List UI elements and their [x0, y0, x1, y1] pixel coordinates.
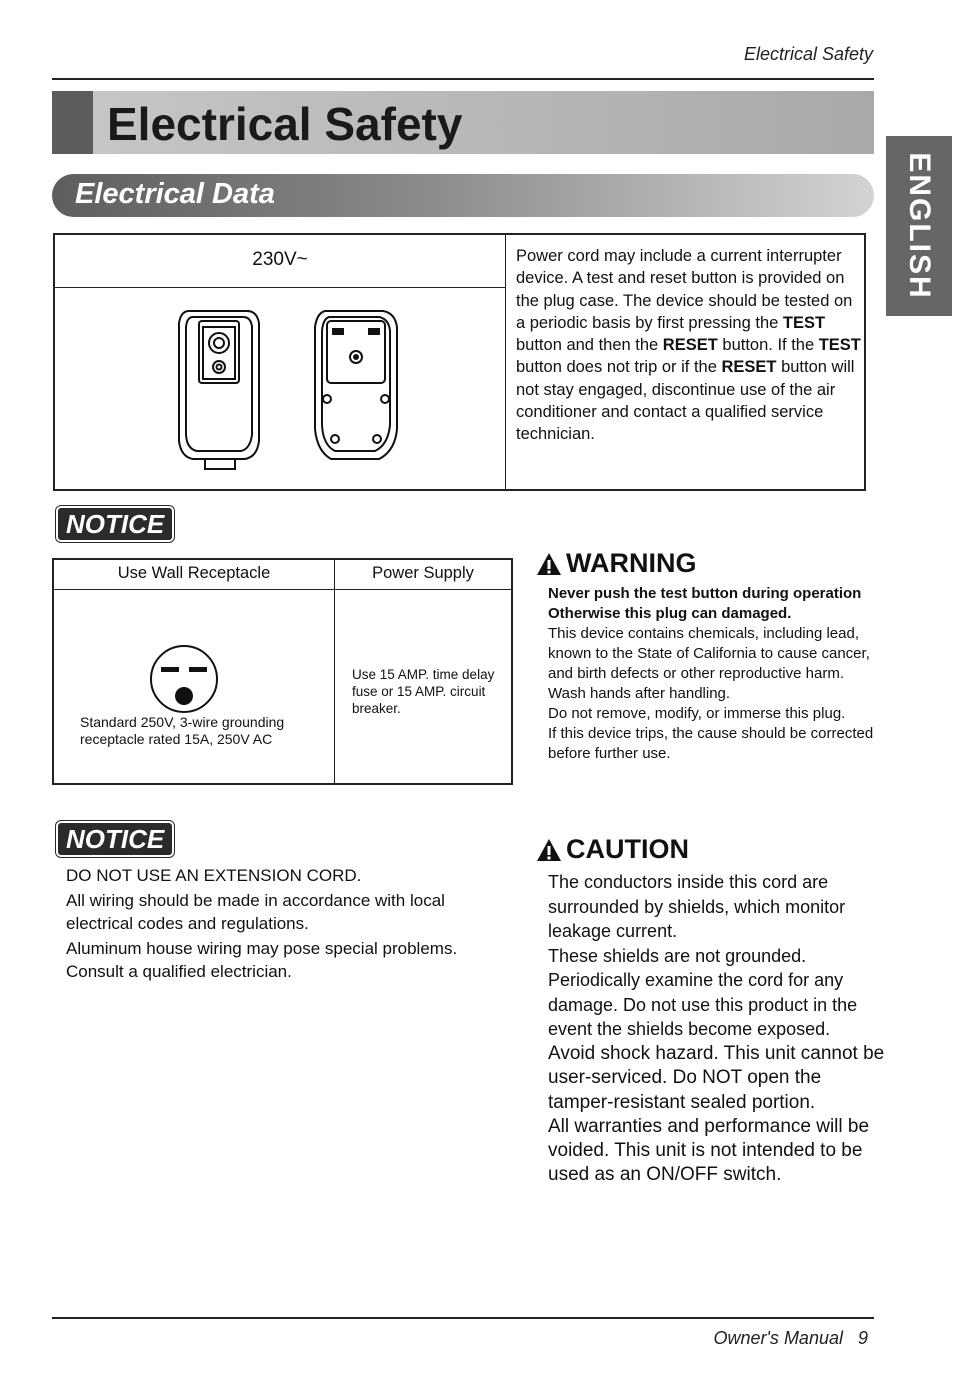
top-rule [52, 78, 874, 80]
reset-keyword: RESET [662, 336, 718, 355]
warning-line: If this device trips, the cause should be corrected before further use. [548, 725, 874, 762]
desc-text: button will not stay engaged, discontinue use of the air conditioner and contact a qualified service technician. [516, 358, 855, 444]
running-header: Electrical Safety [743, 44, 873, 64]
page-title: Electrical Safety [107, 98, 463, 150]
desc-text: button. If the [717, 336, 819, 355]
desc-text: button and then the [516, 336, 663, 355]
caution-line: Avoid shock hazard. This unit cannot be user-serviced. Do NOT open the tamper-resistant sealed portion. [548, 1043, 885, 1113]
caution-triangle-icon [536, 838, 562, 862]
desc-text: button does not trip or if the [516, 358, 722, 377]
table-divider [505, 235, 506, 491]
caution-line: These shields are not grounded. Periodically examine the cord for any damage. Do not use this product in the event the shields become exposed. [548, 945, 858, 1039]
caution-line: The conductors inside this cord are surrounded by shields, which monitor leakage current. [548, 872, 846, 941]
reset-keyword: RESET [721, 358, 777, 377]
electrical-data-table [53, 233, 866, 491]
section-bar [52, 174, 874, 217]
caution-text [548, 1042, 888, 1188]
notice-line: Aluminum house wiring may pose special problems. Consult a qualified electrician. [66, 939, 458, 981]
voltage-label: 230V~ [252, 249, 308, 270]
receptacle-description: Standard 250V, 3-wire grounding receptacle rated 15A, 250V AC [80, 714, 285, 747]
column-header-receptacle: Use Wall Receptacle [117, 564, 271, 582]
notice-line: All wiring should be made in accordance with local electrical codes and regulations. [66, 891, 445, 933]
language-tab [886, 136, 952, 316]
test-keyword: TEST [818, 336, 861, 355]
table-divider [334, 560, 335, 785]
title-block-accent [52, 91, 93, 154]
receptacle-table [52, 558, 513, 785]
warning-heading [536, 548, 697, 579]
warning-triangle-icon [536, 552, 562, 576]
notice-text [66, 864, 466, 985]
caution-label: CAUTION [566, 834, 689, 864]
bottom-rule [52, 1317, 874, 1319]
warning-line: Wash hands after handling. [548, 685, 731, 702]
current-interrupter-description [516, 245, 861, 446]
wall-receptacle-icon [149, 644, 219, 714]
notice-badge: NOTICE [58, 508, 172, 540]
plug-illustration [175, 301, 415, 471]
power-supply-description: Use 15 AMP. time delay fuse or 15 AMP. circuit breaker. [352, 667, 495, 716]
table-divider [54, 589, 511, 590]
language-tab-label: ENGLISH [903, 152, 936, 300]
desc-text: Power cord may include a current interrupter device. A test and reset button is provided on the plug case. The device should be tested on a periodic basis by first pressing the [516, 247, 853, 332]
page-footer: Owner's Manual 9 [713, 1328, 868, 1348]
section-title: Electrical Data [75, 178, 275, 210]
title-bar [52, 91, 874, 154]
caution-heading [536, 834, 689, 865]
warning-bold-line: Otherwise this plug can damaged. [548, 605, 792, 622]
warning-line: Do not remove, modify, or immerse this plug. [548, 705, 846, 722]
notice-badge: NOTICE [58, 823, 172, 855]
warning-bold-line: Never push the test button during operation [548, 585, 862, 602]
warning-text [548, 584, 878, 764]
warning-label: WARNING [566, 548, 697, 578]
warning-line: This device contains chemicals, including lead, known to the State of California to cause cancer, and birth defects or other reproductive harm. [548, 625, 870, 682]
table-divider [55, 287, 505, 288]
test-keyword: TEST [782, 313, 826, 332]
caution-line: All warranties and performance will be voided. This unit is not intended to be used as an ON/OFF switch. [548, 1115, 870, 1186]
caution-text [548, 870, 868, 1042]
column-header-power-supply: Power Supply [372, 564, 474, 582]
notice-line: DO NOT USE AN EXTENSION CORD. [66, 866, 362, 885]
